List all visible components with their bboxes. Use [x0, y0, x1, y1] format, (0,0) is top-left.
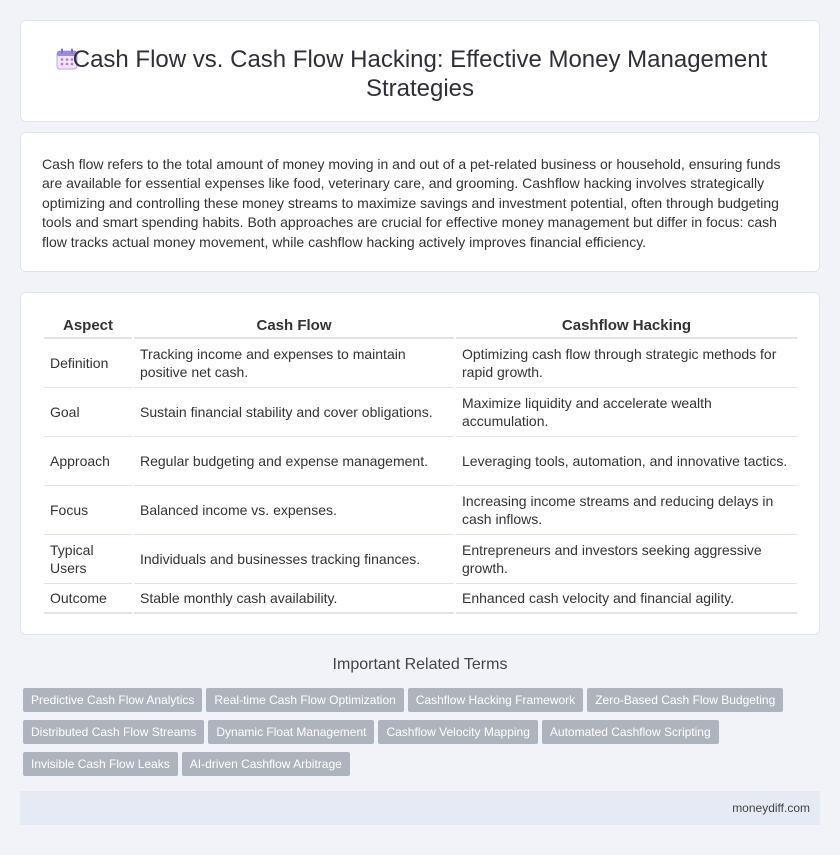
cashflow-hacking-cell: Enhanced cash velocity and financial agility.	[456, 584, 797, 614]
cash-flow-cell: Stable monthly cash availability.	[134, 584, 454, 614]
related-term-tag[interactable]: Automated Cashflow Scripting	[542, 720, 719, 744]
related-term-tag[interactable]: AI-driven Cashflow Arbitrage	[182, 752, 350, 776]
cashflow-hacking-cell: Entrepreneurs and investors seeking aggressive growth.	[456, 535, 797, 584]
comparison-card	[20, 292, 820, 635]
intro-card	[20, 132, 820, 272]
related-term-tag[interactable]: Invisible Cash Flow Leaks	[23, 752, 178, 776]
related-terms-heading: Important Related Terms	[332, 656, 508, 673]
related-term-tag[interactable]: Distributed Cash Flow Streams	[23, 720, 204, 744]
table-row	[44, 486, 797, 535]
table-row	[44, 339, 797, 388]
related-term-tag[interactable]: Real-time Cash Flow Optimization	[206, 688, 403, 712]
aspect-cell: Outcome	[44, 584, 132, 614]
cash-flow-cell: Regular budgeting and expense management.	[134, 437, 454, 486]
related-term-tag[interactable]: Cashflow Hacking Framework	[408, 688, 583, 712]
cash-flow-cell: Tracking income and expenses to maintain positive net cash.	[134, 339, 454, 388]
header-card	[20, 20, 820, 122]
cashflow-hacking-cell: Increasing income streams and reducing delays in cash inflows.	[456, 486, 797, 535]
aspect-cell: Definition	[44, 339, 132, 388]
aspect-cell: Approach	[44, 437, 132, 486]
table-row	[44, 437, 797, 486]
cash-flow-cell: Sustain financial stability and cover obligations.	[134, 388, 454, 437]
related-term-tag[interactable]: Cashflow Velocity Mapping	[378, 720, 537, 744]
table-header-row	[44, 313, 797, 339]
aspect-cell: Focus	[44, 486, 132, 535]
comparison-table	[42, 313, 799, 614]
cashflow-hacking-cell: Leveraging tools, automation, and innovative tactics.	[456, 437, 797, 486]
table-row	[44, 388, 797, 437]
intro-paragraph: Cash flow refers to the total amount of money moving in and out of a pet-related business or household, ensuring funds are available for essential expenses like food, veterinary care, and grooming. Cashflow hacking involves strategically optimizing and controlling these money streams to maximize savings and investment potential, often through budgeting tools and smart spending habits. Both approaches are crucial for effective money management but differ in focus: cash flow tracks actual money movement, while cashflow hacking actively improves financial efficiency.	[42, 156, 781, 250]
aspect-cell: Goal	[44, 388, 132, 437]
footer-site-link[interactable]: moneydiff.com	[732, 801, 810, 815]
header-aspect: Aspect	[44, 313, 132, 339]
cash-flow-cell: Balanced income vs. expenses.	[134, 486, 454, 535]
footer	[20, 791, 820, 825]
related-term-tag[interactable]: Zero-Based Cash Flow Budgeting	[587, 688, 783, 712]
table-row	[44, 535, 797, 584]
page-title: Cash Flow vs. Cash Flow Hacking: Effective Money Management Strategies	[72, 46, 768, 102]
cashflow-hacking-cell: Maximize liquidity and accelerate wealth accumulation.	[456, 388, 797, 437]
aspect-cell: Typical Users	[44, 535, 132, 584]
cash-flow-cell: Individuals and businesses tracking finances.	[134, 535, 454, 584]
cashflow-hacking-cell: Optimizing cash flow through strategic methods for rapid growth.	[456, 339, 797, 388]
header-cash-flow: Cash Flow	[134, 313, 454, 339]
header-cashflow-hacking: Cashflow Hacking	[456, 313, 797, 339]
related-term-tag[interactable]: Dynamic Float Management	[208, 720, 374, 744]
table-row	[44, 584, 797, 614]
related-terms-list	[23, 688, 803, 784]
related-term-tag[interactable]: Predictive Cash Flow Analytics	[23, 688, 202, 712]
